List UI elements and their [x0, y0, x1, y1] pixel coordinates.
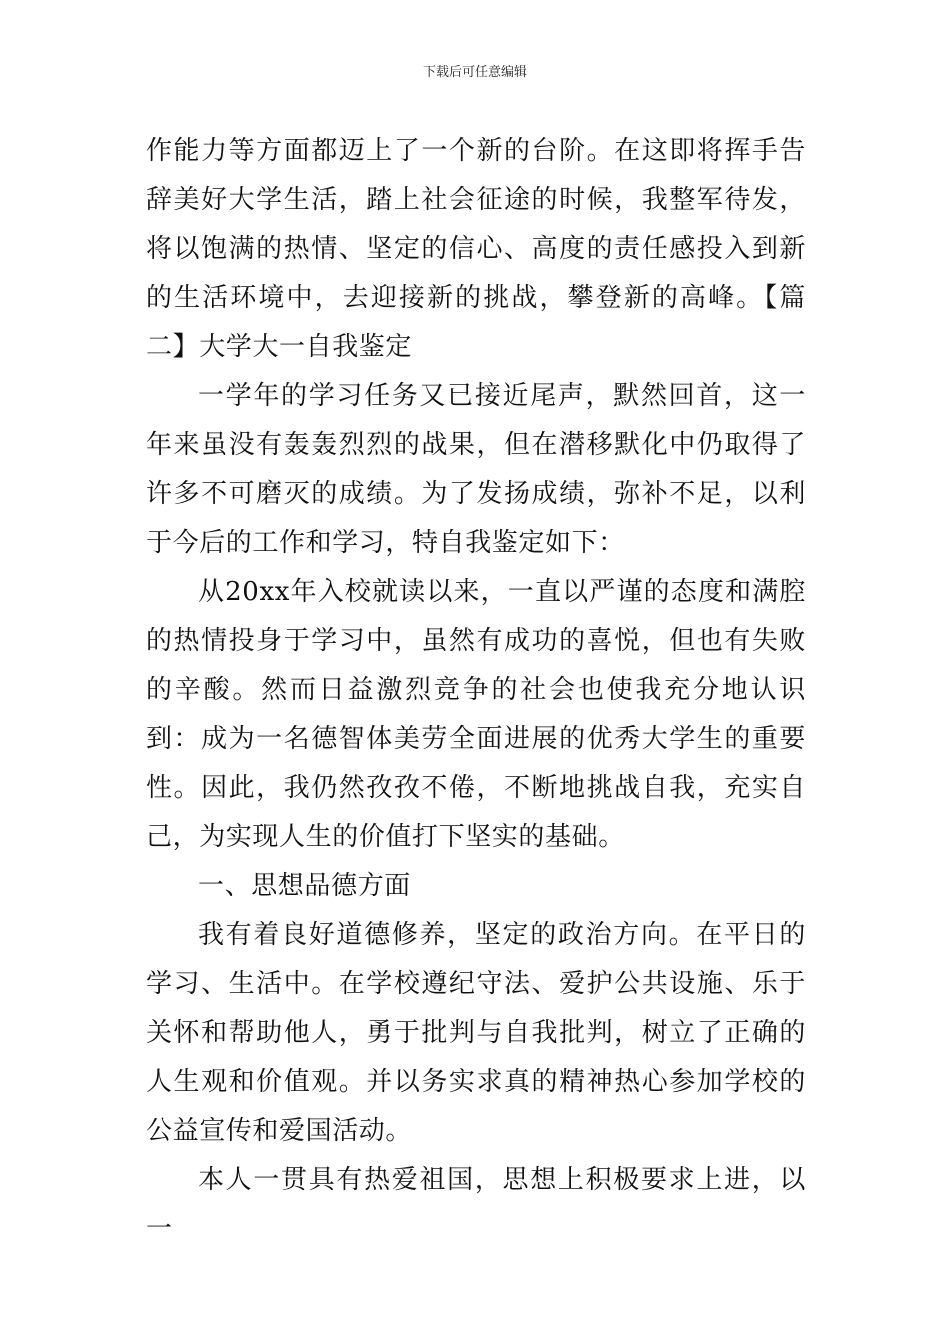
- paragraph-2: 一学年的学习任务又已接近尾声，默然回首，这一年来虽没有轰轰烈烈的战果，但在潜移默化中仍取得了许多不可磨灭的成绩。为了发扬成绩，弥补不足，以利于今后的工作和学习，特自我鉴定如下：: [146, 381, 806, 558]
- paragraph-1: 作能力等方面都迈上了一个新的台阶。在这即将挥手告辞美好大学生活，踏上社会征途的时候，我整军待发，将以饱满的热情、坚定的信心、高度的责任感投入到新的生活环境中，去迎接新的挑战，攀登新的高峰。【篇二】大学大一自我鉴定: [146, 136, 806, 362]
- section-heading-moral: 一、思想品德方面: [198, 871, 411, 901]
- page-header-note: 下载后可任意编辑: [422, 65, 527, 80]
- paragraph-6: 本人一贯具有热爱祖国，思想上积极要求上进，以一: [146, 1165, 806, 1244]
- document-body: [146, 127, 806, 1254]
- paragraph-5: 我有着良好道德修养，坚定的政治方向。在平日的学习、生活中。在学校遵纪守法、爱护公共设施、乐于关怀和帮助他人，勇于批判与自我批判，树立了正确的人生观和价值观。并以务实求真的精神热心参加学校的公益宣传和爱国活动。: [146, 920, 806, 1146]
- paragraph-3: 从20xx年入校就读以来，一直以严谨的态度和满腔的热情投身于学习中，虽然有成功的喜悦，但也有失败的辛酸。然而日益激烈竞争的社会也使我充分地认识到：成为一名德智体美劳全面进展的优秀大学生的重要性。因此，我仍然孜孜不倦，不断地挑战自我，充实自己，为实现人生的价值打下坚实的基础。: [146, 577, 806, 852]
